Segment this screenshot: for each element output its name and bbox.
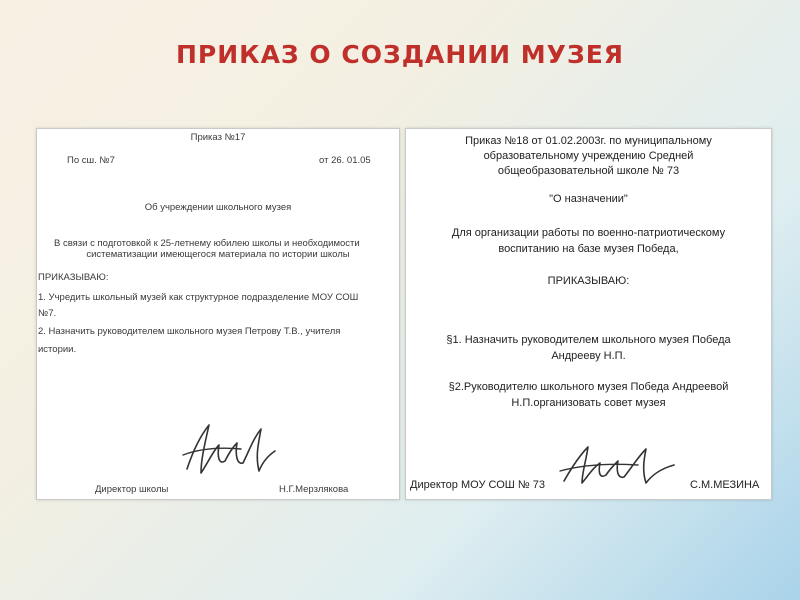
left-signature-icon [179,411,279,491]
right-heading-line3: общеобразовательной школе № 73 [497,165,680,177]
right-signature-icon [558,437,678,497]
left-signer-title: Директор школы [95,484,169,495]
slide-title: ПРИКАЗ О СОЗДАНИИ МУЗЕЯ [175,40,625,69]
right-heading-line2: образовательному учреждению Средней [483,150,694,162]
right-signer-name: С.М.МЕЗИНА [690,479,760,491]
left-school-number: По сш. №7 [67,155,115,166]
right-signer-title: Директор МОУ СОШ № 73 [410,479,545,491]
left-order-subject: Об учреждении школьного музея [144,202,292,213]
left-reason-line1: В связи с подготовкой к 25-летнему юбилею школы и необходимости [54,238,360,249]
left-item1-line2: №7. [38,308,57,319]
left-order-date: от 26. 01.05 [319,155,371,166]
left-item2-line2: истории. [38,344,77,355]
right-item2-line2: Н.П.организовать совет музея [511,397,666,409]
right-order-word: ПРИКАЗЫВАЮ: [547,275,630,287]
right-order-subject: "О назначении" [549,193,628,205]
right-purpose-line1: Для организации работы по военно-патриотическому [451,227,726,239]
right-purpose-line2: воспитанию на базе музея Победа, [498,243,679,255]
right-item2-line1: §2.Руководителю школьного музея Победа Андреевой [448,381,729,393]
left-order-document [36,128,400,500]
left-item1-line1: 1. Учредить школьный музей как структурное подразделение МОУ СОШ [38,292,359,303]
left-reason-line2: систематизации имеющегося материала по истории школы [86,249,350,260]
left-order-heading: Приказ №17 [190,132,246,143]
right-order-document [405,128,772,500]
right-heading-line1: Приказ №18 от 01.02.2003г. по муниципальному [465,135,712,147]
right-item1-line2: Андрееву Н.П. [551,350,626,362]
left-signer-name: Н.Г.Мерзлякова [279,484,349,495]
left-order-word: ПРИКАЗЫВАЮ: [38,272,109,283]
right-item1-line1: §1. Назначить руководителем школьного музея Победа [446,334,731,346]
left-item2-line1: 2. Назначить руководителем школьного музея Петрову Т.В., учителя [38,326,341,337]
